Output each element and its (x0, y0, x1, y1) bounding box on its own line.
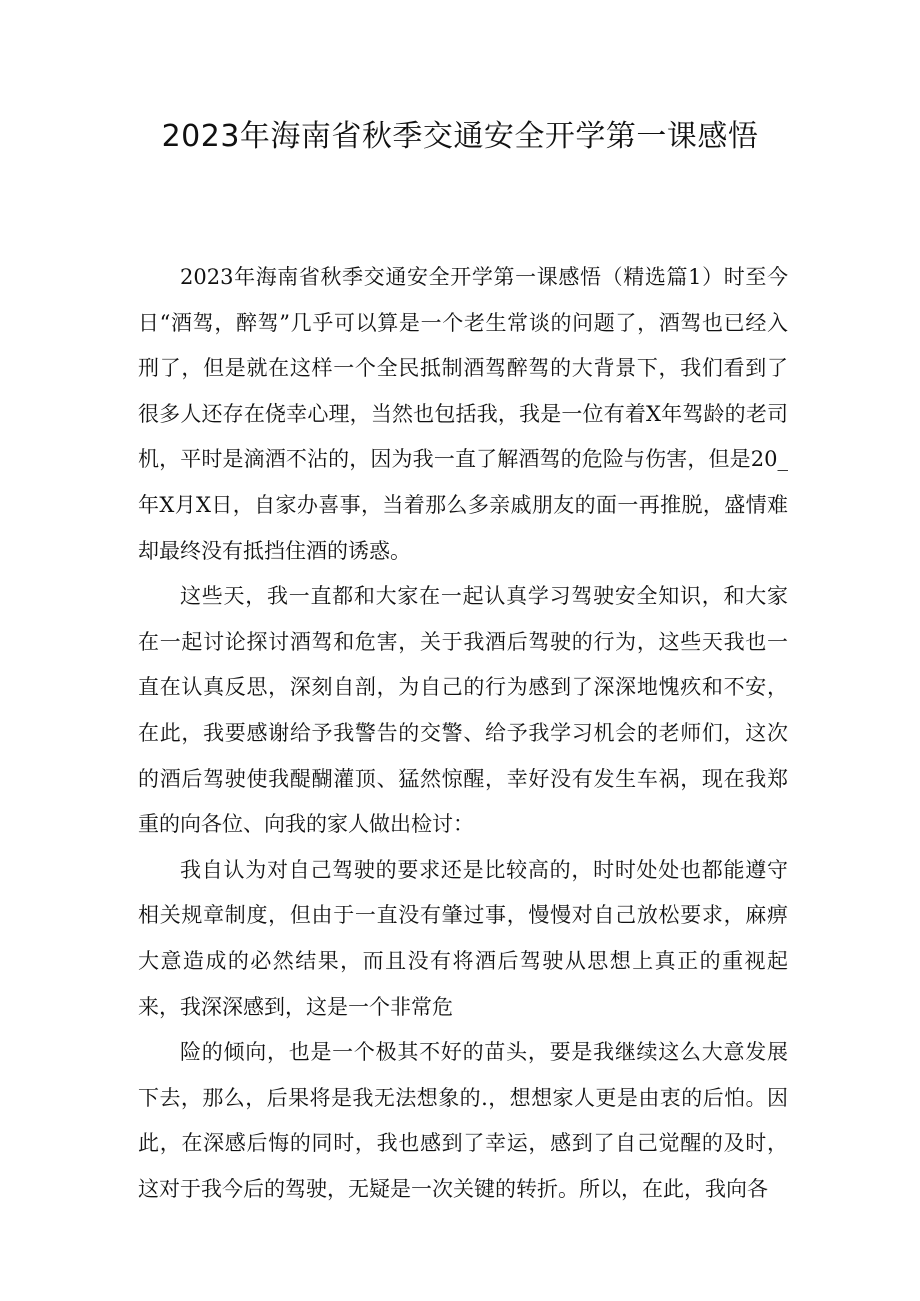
paragraph-1: 2023年海南省秋季交通安全开学第一课感悟（精选篇1）时至今日“酒驾，醉驾”几乎可以算是一个老生常谈的问题了，酒驾也已经入刑了，但是就在这样一个全民抵制酒驾醉驾的大背景下，我们看到了很多人还存在侥幸心理，当然也包括我，我是一位有着X年驾龄的老司机，平时是滴酒不沾的，因为我一直了解酒驾的危险与伤害，但是20_年X月X日，自家办喜事，当着那么多亲戚朋友的面一再推脱，盛情难却最终没有抵挡住酒的诱惑。 (138, 265, 788, 563)
paragraph-3: 我自认为对自己驾驶的要求还是比较高的，时时处处也都能遵守相关规章制度，但由于一直没有肇过事，慢慢对自己放松要求，麻痹大意造成的必然结果，而且没有将酒后驾驶从思想上真正的重视起来，我深深感到，这是一个非常危 (138, 857, 788, 1019)
document-title: 2023年海南省秋季交通安全开学第一课感悟 (161, 119, 759, 154)
document-body (138, 255, 788, 1212)
paragraph-4: 险的倾向，也是一个极其不好的苗头，要是我继续这么大意发展下去，那么，后果将是我无法想象的.，想想家人更是由衷的后怕。因此，在深感后悔的同时，我也感到了幸运，感到了自己觉醒的及时，这对于我今后的驾驶，无疑是一次关键的转折。所以，在此，我向各 (138, 1040, 788, 1201)
paragraph-2: 这些天，我一直都和大家在一起认真学习驾驶安全知识，和大家在一起讨论探讨酒驾和危害，关于我酒后驾驶的行为，这些天我也一直在认真反思，深刻自剖，为自己的行为感到了深深地愧疚和不安，在此，我要感谢给予我警告的交警、给予我学习机会的老师们，这次的酒后驾驶使我醍醐灌顶、猛然惊醒，幸好没有发生车祸，现在我郑重的向各位、向我的家人做出检讨： (138, 584, 788, 837)
